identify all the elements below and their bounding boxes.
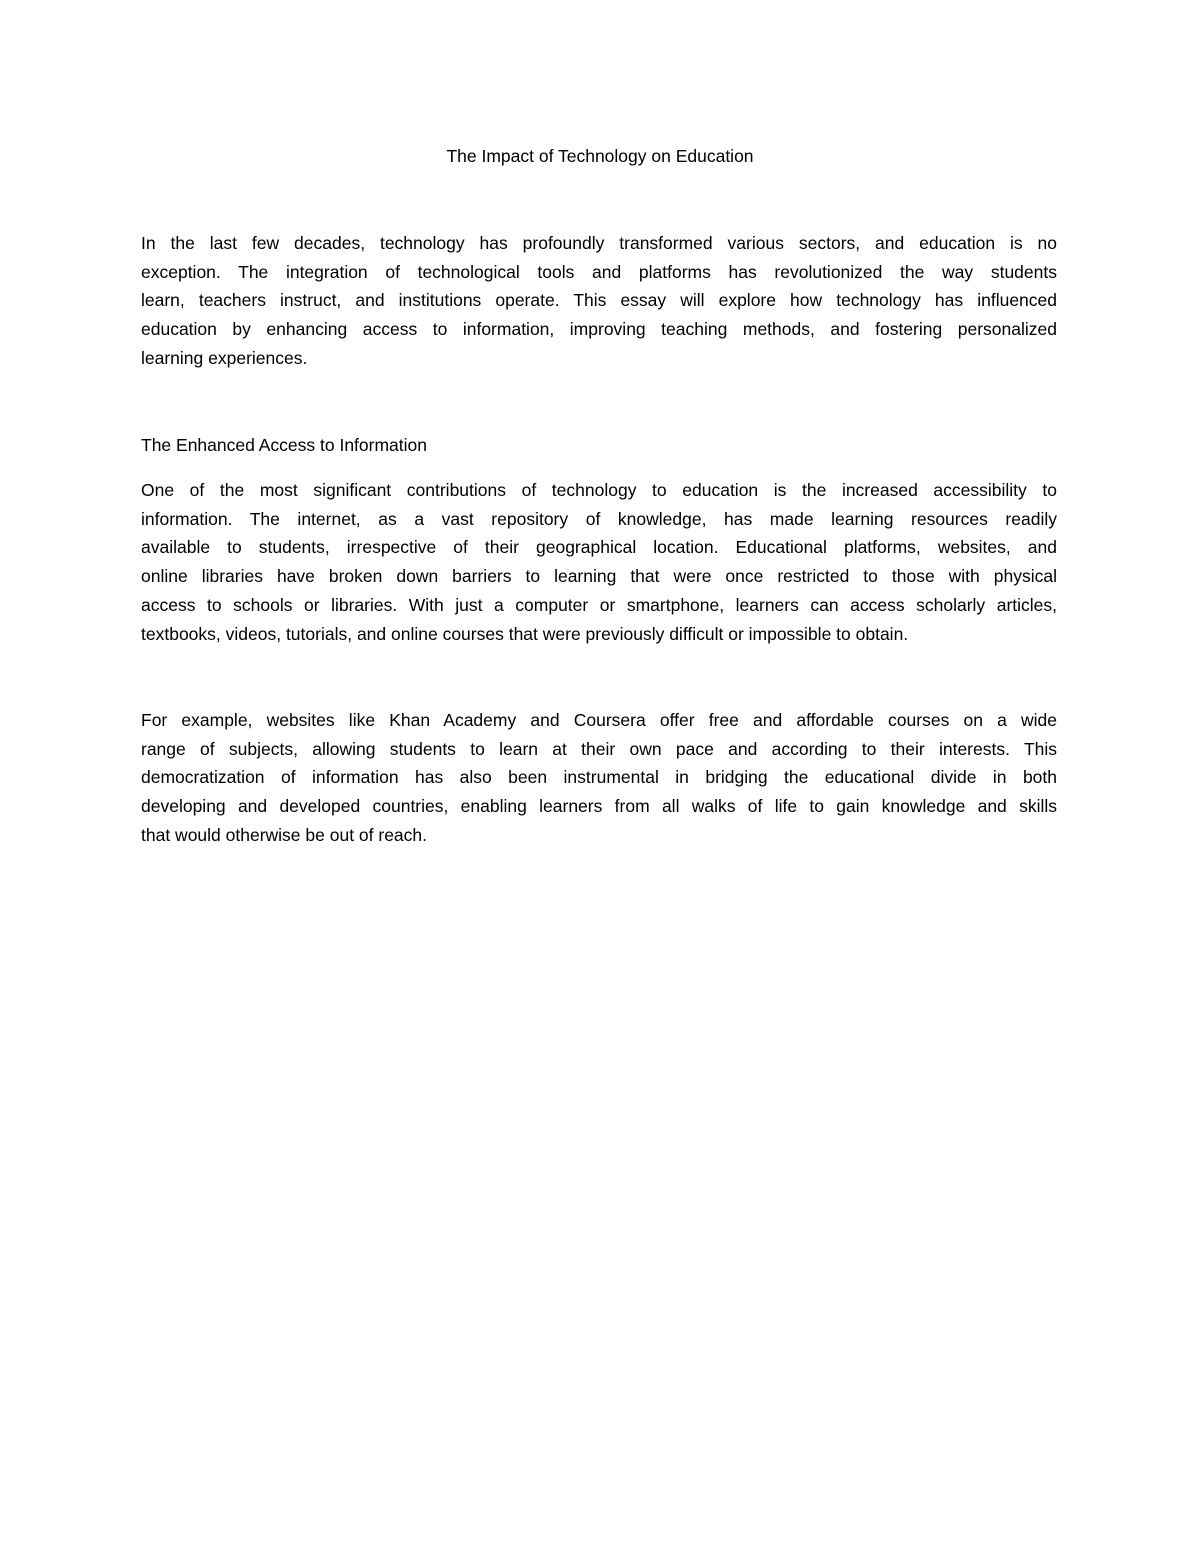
paragraph-line: access to schools or libraries. With just a computer or smartphone, learners can access scholarly articles, — [141, 594, 1057, 615]
paragraph-line: exception. The integration of technological tools and platforms has revolutionized the way students — [141, 261, 1057, 282]
paragraph-line: For example, websites like Khan Academy and Coursera offer free and affordable courses on a wide — [141, 710, 1057, 730]
paragraph-line: education by enhancing access to information, improving teaching methods, and fostering personalized — [141, 319, 1057, 340]
paragraph-line: range of subjects, allowing students to learn at their own pace and according to their interests. This — [141, 738, 1057, 759]
paragraph-line: One of the most significant contributions of technology to education is the increased accessibility to — [141, 480, 1057, 500]
access-paragraph — [141, 476, 1057, 648]
paragraph-line: learn, teachers instruct, and institutions operate. This essay will explore how technology has influenced — [141, 290, 1057, 311]
intro-paragraph — [141, 229, 1057, 373]
paragraph-line: textbooks, videos, tutorials, and online courses that were previously difficult or impossible to obtain. — [141, 623, 909, 644]
section-heading: The Enhanced Access to Information — [141, 435, 427, 455]
paragraph-line: developing and developed countries, enabling learners from all walks of life to gain knowledge and skills — [141, 796, 1057, 817]
paragraph-line: information. The internet, as a vast repository of knowledge, has made learning resources readily — [141, 508, 1057, 529]
paragraph-line: In the last few decades, technology has profoundly transformed various sectors, and education is no — [141, 233, 1057, 253]
document-title: The Impact of Technology on Education — [446, 146, 754, 166]
paragraph-line: that would otherwise be out of reach. — [141, 824, 428, 845]
paragraph-line: available to students, irrespective of their geographical location. Educational platforms, websites, and — [141, 537, 1057, 558]
paragraph-line: learning experiences. — [141, 347, 308, 368]
paragraph-line: democratization of information has also been instrumental in bridging the educational divide in both — [141, 767, 1057, 788]
paragraph-line: online libraries have broken down barriers to learning that were once restricted to those with physical — [141, 566, 1057, 587]
example-paragraph — [141, 706, 1057, 850]
